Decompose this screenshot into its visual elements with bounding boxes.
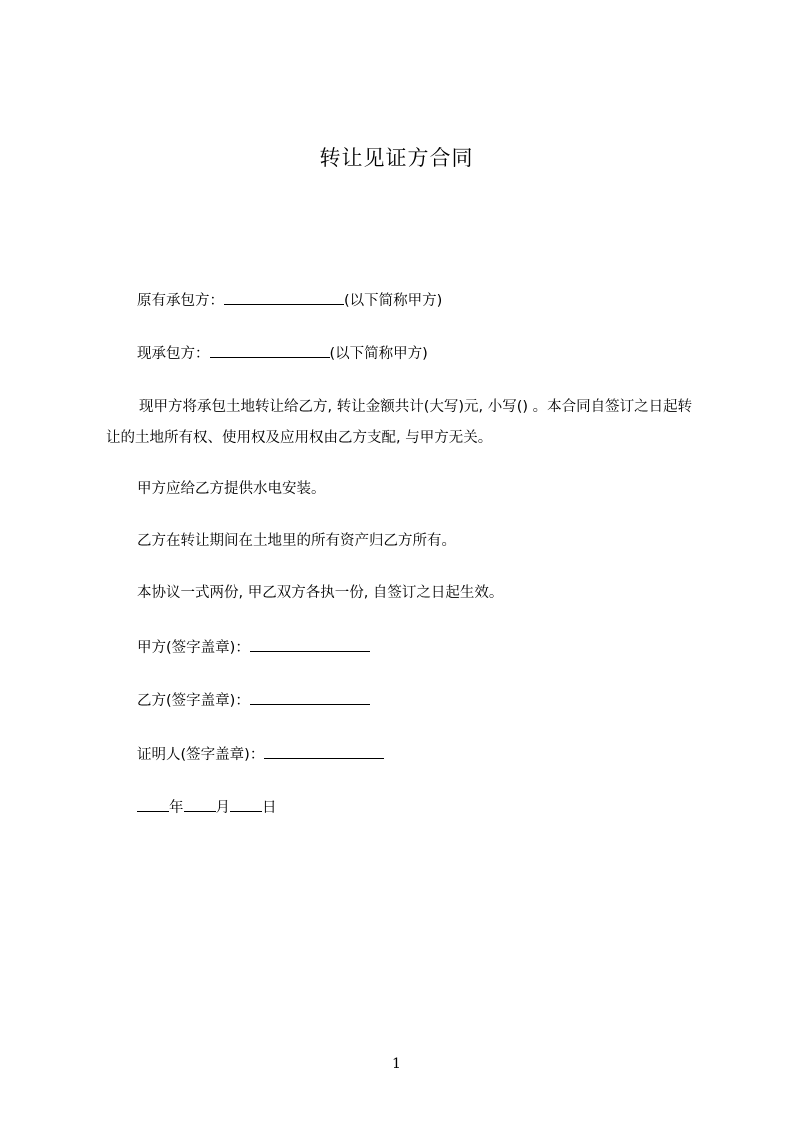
date-year-blank (137, 797, 169, 812)
date-year-label: 年 (169, 800, 184, 816)
original-contractor-blank (224, 290, 344, 305)
date-day-label: 日 (262, 800, 277, 816)
party-a-signature-line (137, 637, 370, 658)
current-contractor-label: 现承包方： (137, 346, 210, 362)
party-a-signature-label: 甲方(签字盖章)： (137, 640, 250, 656)
date-day-blank (230, 797, 262, 812)
page-number: 1 (392, 1056, 401, 1072)
original-contractor-suffix: (以下简称甲方) (344, 293, 443, 309)
party-b-signature-label: 乙方(签字盖章)： (137, 693, 250, 709)
original-contractor-line (137, 290, 442, 311)
utilities-paragraph: 甲方应给乙方提供水电安装。 (137, 481, 326, 497)
date-month-label: 月 (215, 800, 230, 816)
assets-paragraph: 乙方在转让期间在土地里的所有资产归乙方所有。 (137, 533, 456, 549)
current-contractor-suffix: (以下简称甲方) (329, 346, 428, 362)
transfer-paragraph: 现甲方将承包土地转让给乙方, 转让金额共计(大写)元, 小写() 。本合同自签订之日起转让的土地所有权、使用权及应用权由乙方支配, 与甲方无关。 (106, 399, 693, 446)
original-contractor-label: 原有承包方： (137, 293, 224, 309)
date-month-blank (184, 797, 216, 812)
document-title: 转让见证方合同 (319, 146, 474, 170)
party-a-signature-blank (250, 637, 370, 652)
party-b-signature-blank (250, 690, 370, 705)
current-contractor-line (137, 343, 428, 364)
party-b-signature-line (137, 690, 370, 711)
copies-paragraph: 本协议一式两份, 甲乙双方各执一份, 自签订之日起生效。 (137, 585, 504, 601)
witness-signature-blank (264, 744, 384, 759)
witness-signature-line (137, 744, 384, 765)
witness-signature-label: 证明人(签字盖章)： (137, 747, 265, 763)
current-contractor-blank (210, 343, 330, 358)
date-line (137, 797, 277, 818)
